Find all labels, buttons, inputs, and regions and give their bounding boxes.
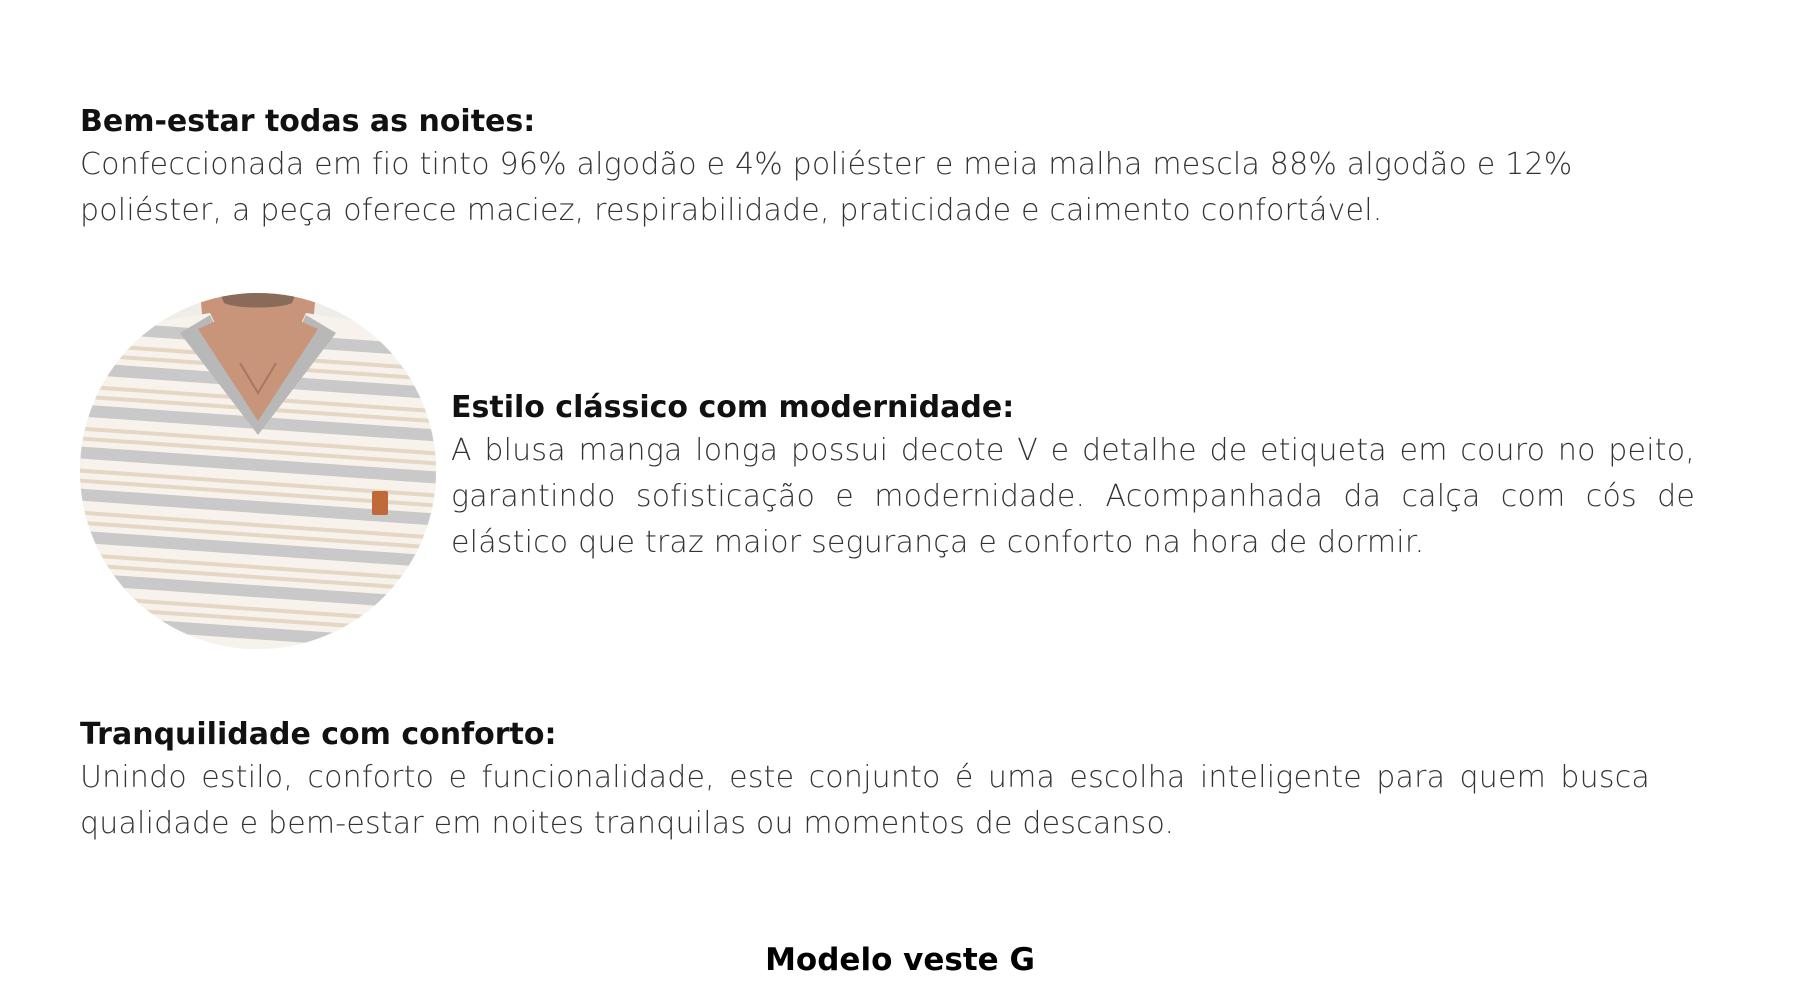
product-photo (80, 293, 436, 649)
section-heading: Tranquilidade com conforto: (80, 717, 557, 752)
section-body: Unindo estilo, conforto e funcionalidade, este conjunto é uma escolha inteligente para quem busca qualidade e bem-estar em noites tranquilas ou momentos de descanso. (80, 760, 1650, 841)
leather-label-icon (372, 491, 388, 515)
section-heading: Estilo clássico com modernidade: (451, 390, 1015, 425)
section-bem-estar (80, 102, 1680, 234)
section-heading: Bem-estar todas as noites: (80, 104, 536, 139)
section-body: Confeccionada em fio tinto 96% algodão e 4% poliéster e meia malha mescla 88% algodão e 12% poliéster, a peça oferece maciez, respirabilidade, praticidade e caimento confortável. (80, 147, 1573, 228)
section-estilo-classico (451, 388, 1695, 566)
model-size-note: Modelo veste G (765, 942, 1035, 978)
section-body: A blusa manga longa possui decote V e detalhe de etiqueta em couro no peito, garantindo sofisticação e modernidade. Acompanhada da calça com cós de elástico que traz maior segurança e conforto na hora de dormir. (451, 433, 1695, 560)
striped-shirt-image (80, 293, 436, 649)
section-tranquilidade (80, 715, 1650, 847)
